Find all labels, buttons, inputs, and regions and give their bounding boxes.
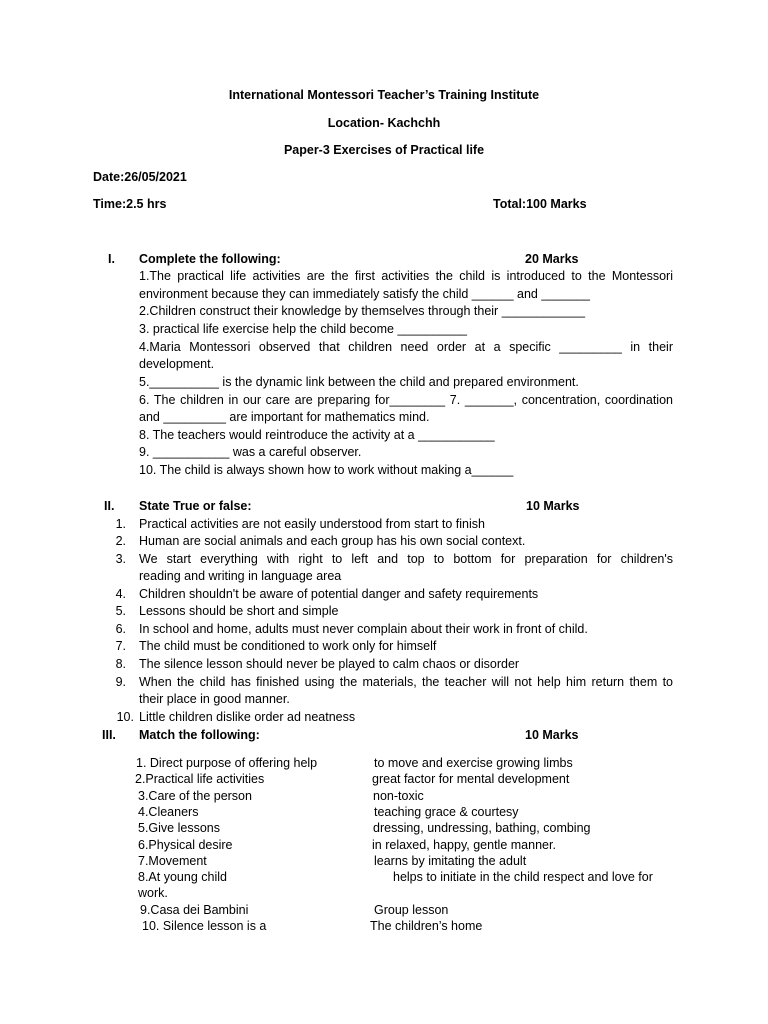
match-left-item: 10. Silence lesson is a	[142, 919, 267, 933]
statement-line: reading and writing in language area	[139, 569, 342, 583]
item-number: 6.	[115, 622, 126, 636]
match-left-item: 1. Direct purpose of offering help	[136, 756, 318, 770]
statement-line: their place in good manner.	[139, 692, 290, 706]
question-line: 8. The teachers would reintroduce the activity at a ___________	[139, 428, 495, 442]
match-right-item: teaching grace & courtesy	[374, 805, 519, 819]
question-line: 4.Maria Montessori observed that children need order at a specific _________ in their	[139, 340, 673, 354]
match-left-item: 4.Cleaners	[138, 805, 199, 819]
question-line: 2.Children construct their knowledge by themselves through their ____________	[139, 304, 586, 318]
match-right-item: Group lesson	[374, 903, 449, 917]
question-line: 1.The practical life activities are the first activities the child is introduced to the Montessori	[139, 269, 673, 283]
question-line: and _________ are important for mathematics mind.	[139, 410, 430, 424]
item-number: 9.	[115, 675, 126, 689]
statement-line: When the child has finished using the materials, the teacher will not help him return them to	[139, 675, 673, 689]
statement-line: Children shouldn't be aware of potential danger and safety requirements	[139, 587, 539, 601]
match-left-item: 3.Care of the person	[138, 789, 252, 803]
section-title: Complete the following:	[139, 252, 281, 266]
section-numeral: I.	[108, 252, 115, 266]
match-right-item: helps to initiate in the child respect and love for	[393, 870, 653, 884]
match-right-item: non-toxic	[373, 789, 424, 803]
exam-date: Date:26/05/2021	[93, 170, 187, 184]
statement-line: The child must be conditioned to work only for himself	[139, 639, 437, 653]
question-line: development.	[139, 357, 215, 371]
paper-title: Paper-3 Exercises of Practical life	[283, 143, 485, 157]
match-right-item: to move and exercise growing limbs	[374, 756, 573, 770]
match-left-item: 2.Practical life activities	[135, 772, 265, 786]
item-number: 2.	[115, 534, 126, 548]
statement-line: Practical activities are not easily understood from start to finish	[139, 517, 485, 531]
match-left-item: work.	[138, 886, 168, 900]
match-left-item: 9.Casa dei Bambini	[140, 903, 249, 917]
section-marks: 10 Marks	[526, 499, 580, 513]
section-title: State True or false:	[139, 499, 252, 513]
question-line: 3. practical life exercise help the child become __________	[139, 322, 467, 336]
item-number: 8.	[115, 657, 126, 671]
item-number: 7.	[115, 639, 126, 653]
match-right-item: The children’s home	[370, 919, 483, 933]
item-number: 5.	[115, 604, 126, 618]
match-right-item: great factor for mental development	[372, 772, 570, 786]
item-number: 4.	[115, 587, 126, 601]
question-line: environment because they can immediately satisfy the child ______ and _______	[139, 287, 590, 301]
statement-line: Little children dislike order ad neatness	[139, 710, 356, 724]
section-numeral: II.	[104, 499, 115, 513]
match-left-item: 5.Give lessons	[138, 821, 220, 835]
item-number: 3.	[115, 552, 126, 566]
match-left-item: 8.At young child	[138, 870, 227, 884]
question-line: 5.__________ is the dynamic link between the child and prepared environment.	[139, 375, 579, 389]
exam-total-marks: Total:100 Marks	[493, 197, 587, 211]
question-line: 6. The children in our care are preparing for________ 7. _______, concentration, coordination	[139, 393, 673, 407]
question-line: 10. The child is always shown how to work without making a______	[139, 463, 514, 477]
statement-line: In school and home, adults must never complain about their work in front of child.	[139, 622, 588, 636]
statement-line: The silence lesson should never be played to calm chaos or disorder	[139, 657, 520, 671]
match-right-item: dressing, undressing, bathing, combing	[373, 821, 591, 835]
section-numeral: III.	[102, 728, 116, 742]
statement-line: Human are social animals and each group has his own social context.	[139, 534, 526, 548]
item-number: 10.	[116, 710, 134, 724]
match-right-item: learns by imitating the adult	[374, 854, 527, 868]
section-title: Match the following:	[139, 728, 260, 742]
statement-line: We start everything with right to left and top to bottom for preparation for children's	[139, 552, 673, 566]
question-line: 9. ___________ was a careful observer.	[139, 445, 362, 459]
institute-title: International Montessori Teacher’s Training Institute	[228, 88, 540, 102]
section-marks: 20 Marks	[525, 252, 579, 266]
match-left-item: 7.Movement	[138, 854, 207, 868]
match-left-item: 6.Physical desire	[138, 838, 233, 852]
item-number: 1.	[115, 517, 126, 531]
section-marks: 10 Marks	[525, 728, 579, 742]
location-line: Location- Kachchh	[327, 116, 441, 130]
statement-line: Lessons should be short and simple	[139, 604, 339, 618]
exam-time: Time:2.5 hrs	[93, 197, 167, 211]
match-right-item: in relaxed, happy, gentle manner.	[372, 838, 556, 852]
